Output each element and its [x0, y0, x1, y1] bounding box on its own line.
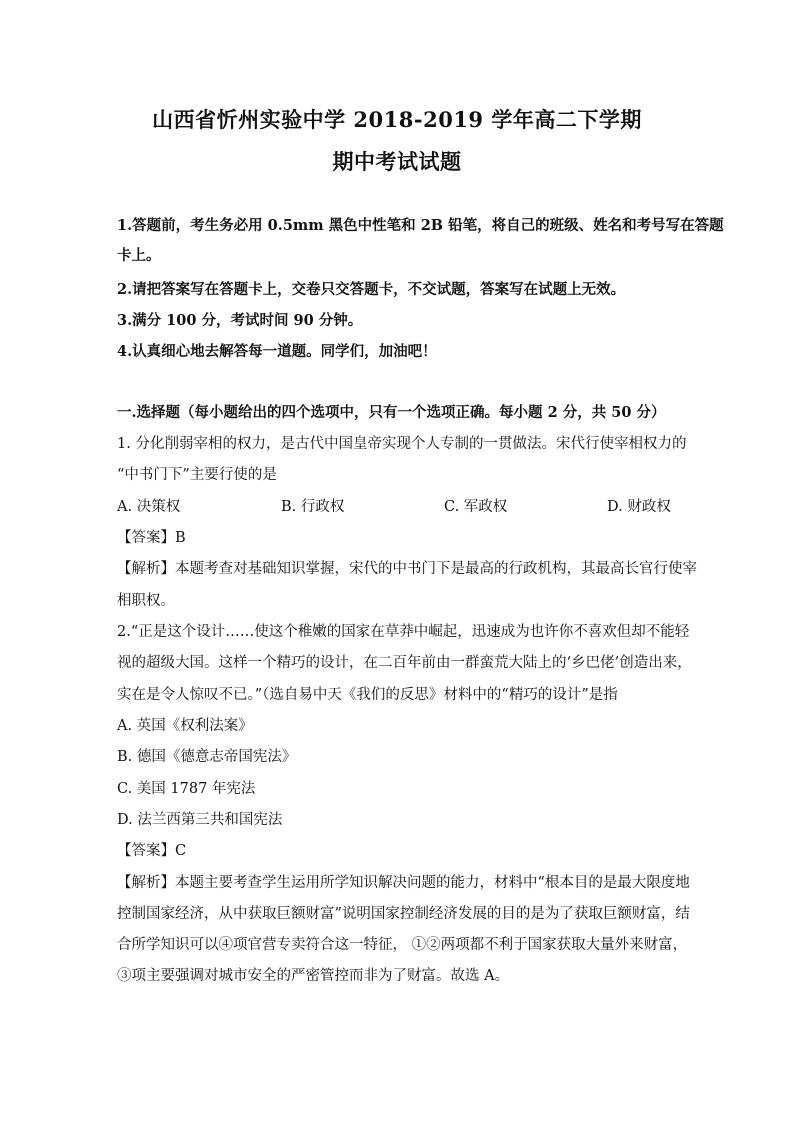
- q2-option-d: D. 法兰西第三共和国宪法: [117, 812, 283, 828]
- q1-option-a: A. 决策权: [117, 499, 181, 515]
- q2-analysis-line4: ③项主要强调对城市安全的严密管控而非为了财富。故选 A。: [117, 968, 510, 984]
- q2-option-b: B. 德国《德意志帝国宪法》: [117, 749, 297, 765]
- instruction-2: 2.请把答案写在答题卡上，交卷只交答题卡，不交试题，答案写在试题上无效。: [117, 281, 626, 298]
- q2-answer: 【答案】C: [117, 843, 187, 859]
- q1-analysis-line1: 【解析】本题考查对基础知识掌握，宋代的中书门下是最高的行政机构，其最高长官行使宰: [117, 561, 697, 577]
- instruction-3: 3.满分 100 分，考试时间 90 分钟。: [117, 312, 363, 329]
- q1-answer: 【答案】B: [117, 530, 186, 546]
- q2-stem-line3: 实在是令人惊叹不已。”（选自易中天《我们的反思》材料中的“精巧的设计”是指: [117, 687, 618, 703]
- q1-option-c: C. 军政权: [444, 499, 508, 515]
- q2-analysis-line2: 控制国家经济，从中获取巨额财富”说明国家控制经济发展的目的是为了获取巨额财富，结: [117, 906, 690, 922]
- q1-option-d: D. 财政权: [607, 499, 671, 515]
- q2-option-c: C. 美国 1787 年宪法: [117, 781, 256, 797]
- q2-stem-line2: 视的超级大国。这样一个精巧的设计，在二百年前由一群蛮荒大陆上的‘乡巴佬’创造出来，: [117, 655, 692, 671]
- instruction-1-cont: 卡上。: [117, 247, 161, 264]
- q2-analysis-line1: 【解析】本题主要考查学生运用所学知识解决问题的能力，材料中“根本目的是最大限度地: [117, 875, 690, 891]
- q2-option-a: A. 英国《权利法案》: [117, 718, 253, 734]
- q2-stem-line1: 2.“正是这个设计……使这个稚嫩的国家在草莽中崛起，迅速成为也许你不喜欢但却不能轻: [117, 624, 690, 640]
- q1-option-b: B. 行政权: [281, 499, 345, 515]
- q1-stem-line1: 1. 分化削弱宰相的权力，是古代中国皇帝实现个人专制的一贯做法。宋代行使宰相权力的: [117, 436, 687, 452]
- exam-title: 山西省忻州实验中学 2018-2019 学年高二下学期: [152, 107, 642, 132]
- q1-options: [117, 497, 687, 517]
- q1-stem-line2: “中书门下”主要行使的是: [117, 467, 277, 483]
- instruction-4: 4.认真细心地去解答每一道题。同学们，加油吧！: [117, 343, 437, 360]
- q2-analysis-line3: 合所学知识可以④项官营专卖符合这一特征， ①②两项都不利于国家获取大量外来财富，: [117, 937, 688, 953]
- instruction-1: 1.答题前，考生务必用 0.5mm 黑色中性笔和 2B 铅笔，将自己的班级、姓名和考号写在答题: [117, 217, 724, 234]
- section-heading: 一.选择题（每小题给出的四个选项中，只有一个选项正确。每小题 2 分，共 50 分）: [117, 404, 666, 421]
- q1-analysis-line2: 相职权。: [117, 593, 175, 609]
- exam-subtitle: 期中考试试题: [332, 149, 462, 174]
